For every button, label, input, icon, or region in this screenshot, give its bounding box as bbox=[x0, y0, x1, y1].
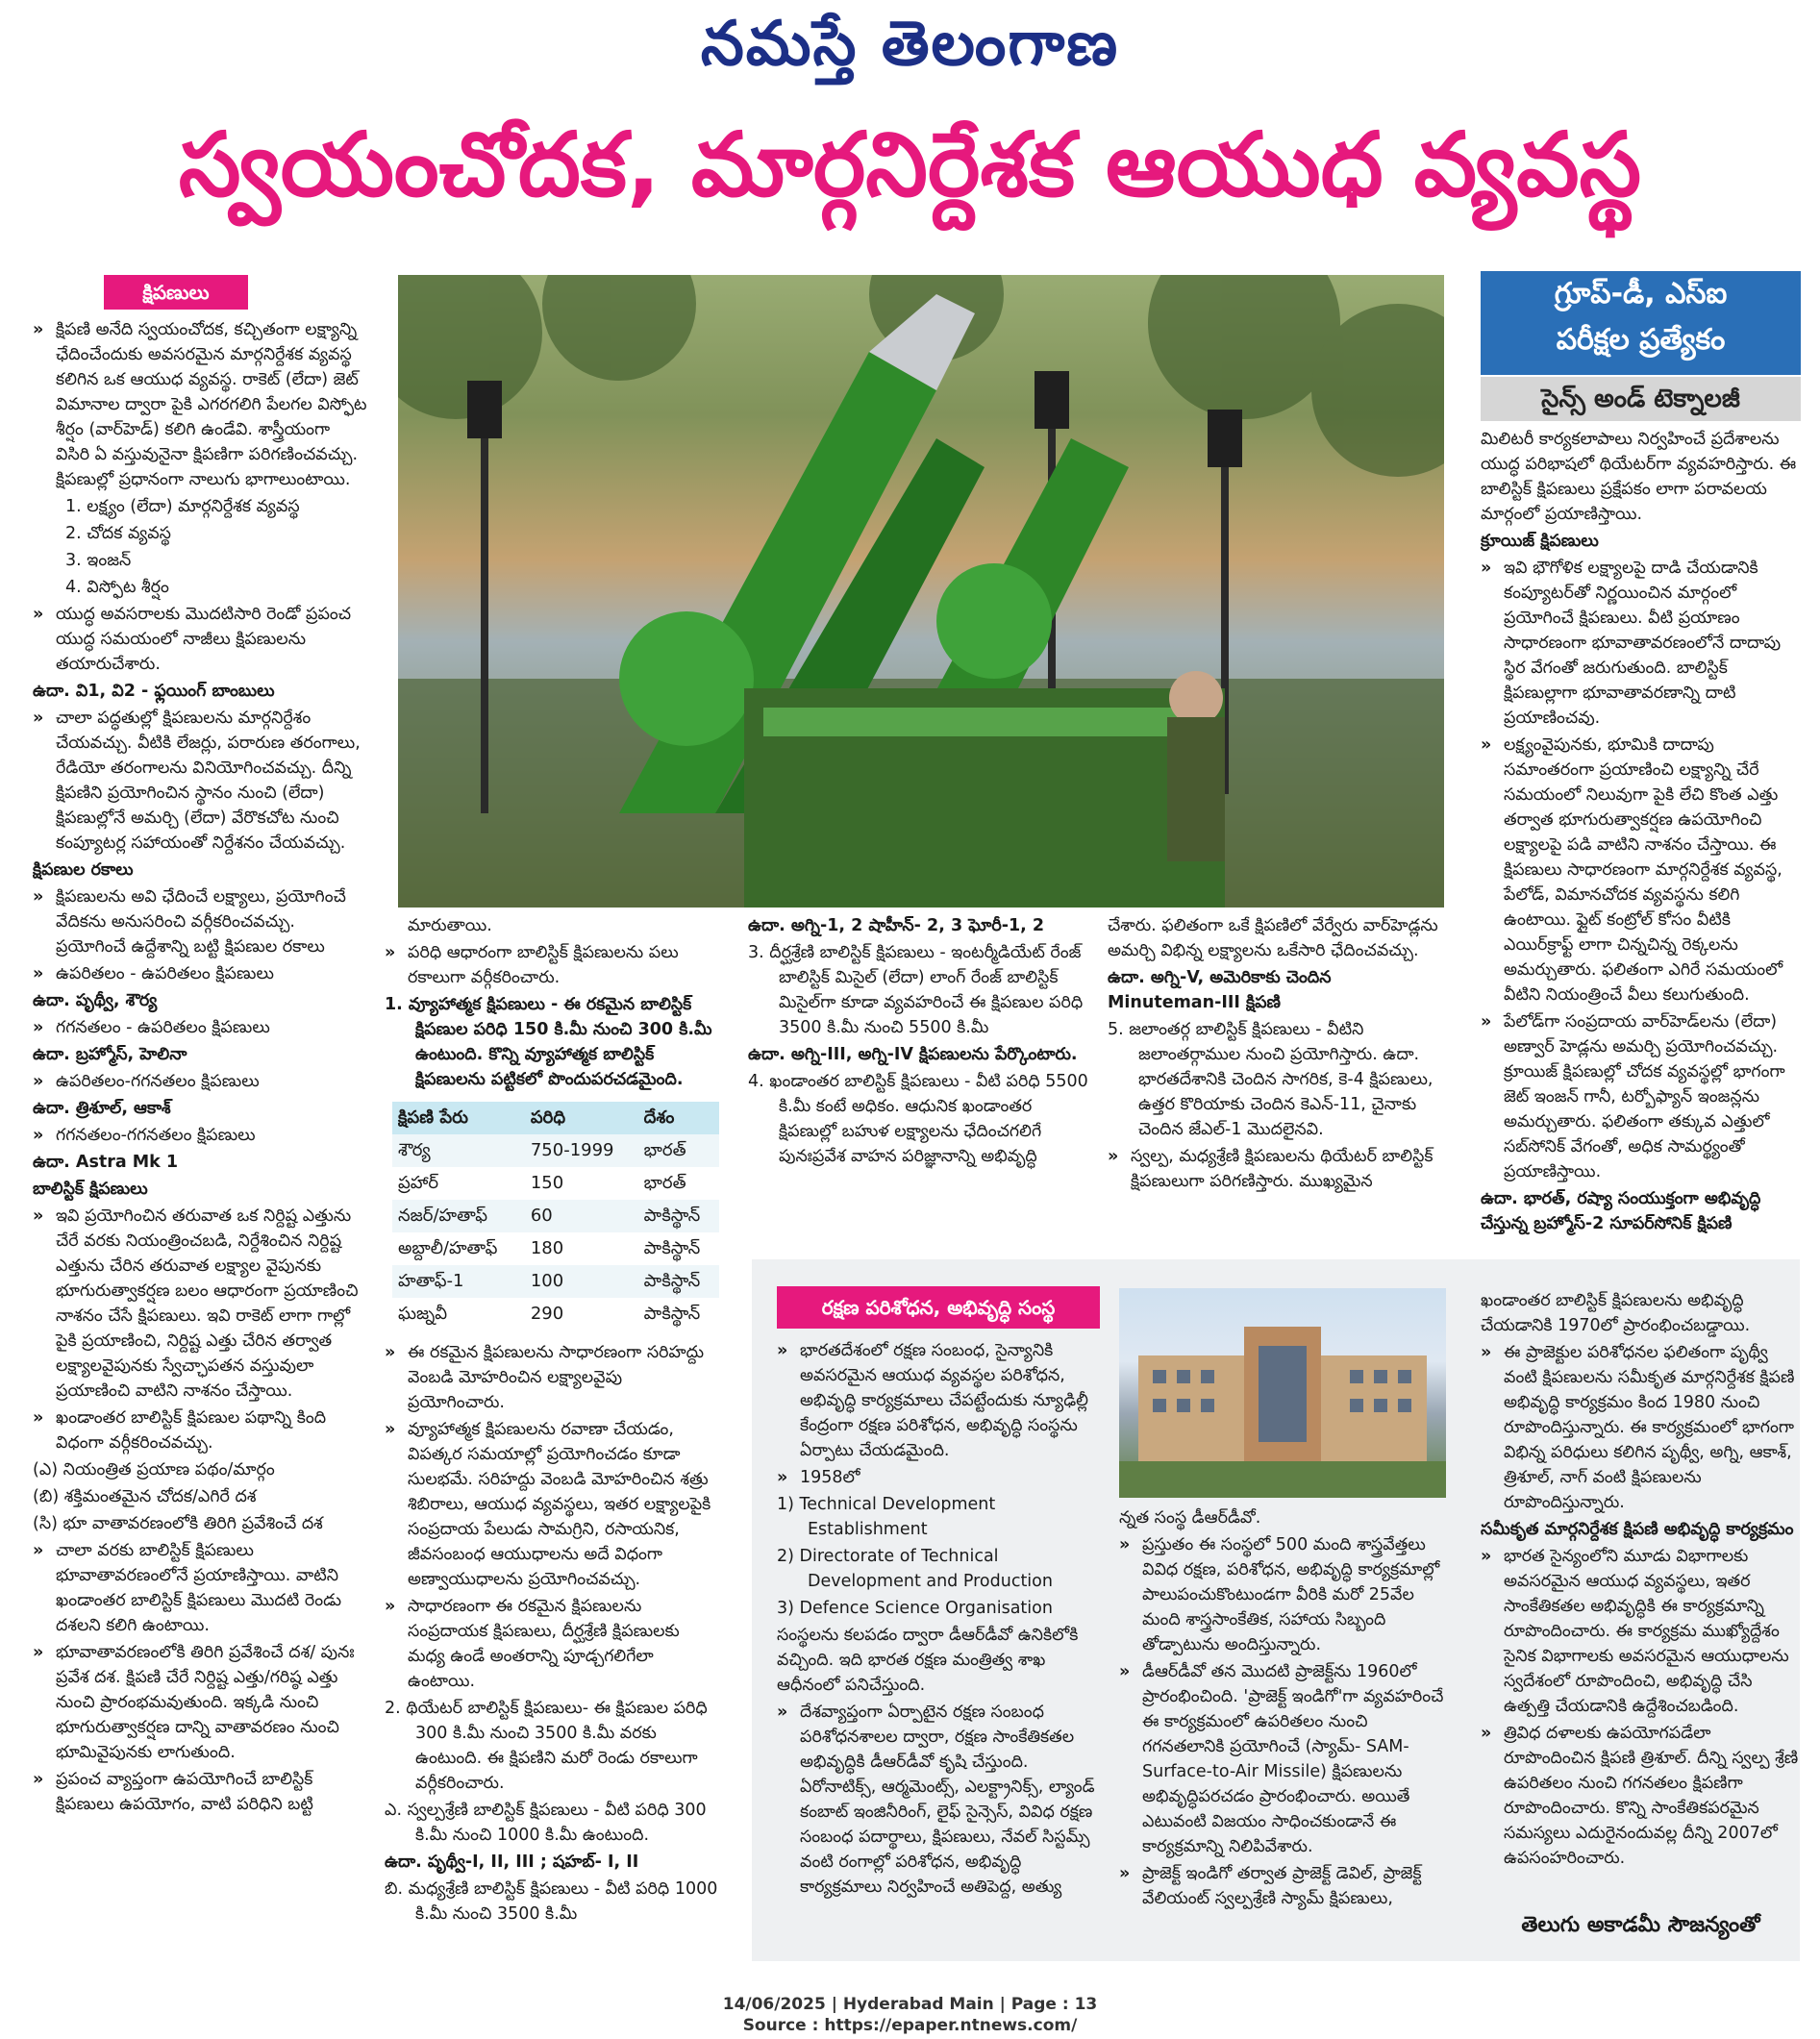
paragraph: » చాలా పద్ధతుల్లో క్షిపణులను మార్గనిర్దేశం చేయవచ్చు. వీటికి లేజర్లు, పరారుణ తరంగాలు, రేడియో తరంగాలను వినియోగించవచ్చు. దీన్ని క్షిపణిని ప్రయోగించిన స్థానం నుంచి (లేదా) క్షిపణుల్లోనే అమర్చి (లేదా) వేరొకచోట నుంచి కంప్యూటర్ల సహాయంతో నిర్దేశనం చేయవచ్చు. bbox=[33, 706, 367, 856]
sub-item: ఎ. స్వల్పశ్రేణి బాలిస్టిక్ క్షిపణులు - వీటి పరిధి 300 కి.మీ నుంచి 1000 కి.మీ ఉంటుంది. bbox=[385, 1801, 707, 1845]
example: ఉదా. భారత్, రష్యా సంయుక్తంగా అభివృద్ధి చేస్తున్న బ్రహ్మోస్-2 సూపర్‌సోనిక్ క్షిపణి bbox=[1481, 1189, 1761, 1233]
paragraph: మారుతాయి. bbox=[408, 916, 492, 935]
table-cell: పాకిస్థాన్ bbox=[643, 1304, 701, 1324]
subheading: క్షిపణుల రకాలు bbox=[33, 860, 134, 880]
drdo-title: రక్షణ పరిశోధన, అభివృద్ధి సంస్థ bbox=[777, 1286, 1100, 1329]
exam-special-banner bbox=[1481, 271, 1801, 375]
list-item: » ఉపరితలం - ఉపరితలం క్షిపణులు bbox=[33, 961, 367, 986]
example: ఉదా. Astra Mk 1 bbox=[33, 1153, 179, 1172]
footer-source: Source : https://epaper.ntnews.com/ bbox=[742, 2016, 1078, 2035]
section-title-missiles: క్షిపణులు bbox=[104, 275, 248, 310]
paragraph: » ప్రస్తుతం ఈ సంస్థలో 500 మంది శాస్త్రవేత్తలు వివిధ రక్షణ, పరిశోధన, అభివృద్ధి కార్యక్రమాల్లో పాలుపంచుకొంటుండగా వీరికి మరో 25వేల మంది శాస్త్రసాంకేతిక, సహాయ సిబ్బంది తోడ్పాటును అందిస్తున్నారు. bbox=[1119, 1532, 1446, 1657]
missile-launcher-illustration bbox=[398, 275, 1444, 908]
paragraph: » స్వల్ప, మధ్యశ్రేణి క్షిపణులను థియేటర్ బాలిస్టిక్ క్షిపణులుగా పరిగణిస్తారు. ముఖ్యమైన bbox=[1108, 1144, 1446, 1194]
column-1 bbox=[33, 317, 367, 1990]
column-3 bbox=[748, 913, 1094, 1250]
table-row bbox=[392, 1298, 719, 1330]
paragraph: » త్రివిధ దళాలకు ఉపయోగపడేలా రూపొందించిన క్షిపణి త్రిశూల్. దీన్ని స్వల్ప శ్రేణి ఉపరితలం నుంచి గగనతలం క్షిపణిగా రూపొందించారు. కొన్ని సాంకేతికపరమైన సమస్యలు ఎదురైనందువల్ల దీన్ని 2007లో ఉపసంహరించారు. bbox=[1481, 1721, 1801, 1871]
credit-line: తెలుగు అకాడమీ సౌజన్యంతో bbox=[1521, 1913, 1760, 1937]
numbered-item: 1. వ్యూహాత్మక క్షిపణులు - ఈ రకమైన బాలిస్టిక్ క్షిపణుల పరిధి 150 కి.మీ నుంచి 300 కి.మీ ఉంటుంది. కొన్ని వ్యూహాత్మక బాలిస్టిక్ క్షిపణులను పట్టికలో పొందుపరచడమైంది. bbox=[385, 995, 712, 1089]
subject-label: సైన్స్ అండ్ టెక్నాలజీ bbox=[1481, 377, 1801, 421]
footer-date-page: 14/06/2025 | Hyderabad Main | Page : 13 bbox=[722, 1995, 1098, 2014]
table-cell: 100 bbox=[525, 1265, 638, 1298]
example: ఉదా. అగ్ని-V, అమెరికాకు చెందిన Minuteman-III క్షిపణి bbox=[1108, 968, 1332, 1012]
numbered-item: 2. థియేటర్ బాలిస్టిక్ క్షిపణులు- ఈ క్షిపణుల పరిధి 300 కి.మీ నుంచి 3500 కి.మీ వరకు ఉంటుంది. ఈ క్షిపణిని మరో రెండు రకాలుగా వర్గీకరించారు. bbox=[385, 1699, 708, 1793]
subheading: సమీకృత మార్గనిర్దేశక క్షిపణి అభివృద్ధి కార్యక్రమం bbox=[1481, 1520, 1794, 1539]
org-item: 2) Directorate of Technical Development and Production bbox=[777, 1547, 1053, 1591]
table-cell: పాకిస్థాన్ bbox=[643, 1238, 701, 1258]
example: ఉదా. బ్రహ్మోస్, హెలినా bbox=[33, 1045, 187, 1064]
table-row bbox=[392, 1265, 719, 1298]
building-illustration bbox=[1119, 1288, 1446, 1498]
table-cell: 290 bbox=[530, 1304, 564, 1324]
table-header: క్షిపణి పేరు bbox=[392, 1102, 525, 1134]
paragraph: ఖండాంతర బాలిస్టిక్ క్షిపణులను అభివృద్ధి చేయడానికి 1970లో ప్రారంభించబడ్డాయి. bbox=[1481, 1291, 1751, 1335]
missile-launcher-photo bbox=[398, 275, 1444, 908]
table-cell: అబ్దాలీ/హతాఫ్ bbox=[398, 1238, 498, 1258]
drdo-column-2 bbox=[1119, 1505, 1446, 1957]
paragraph: » ఈ రకమైన క్షిపణులను సాధారణంగా సరిహద్దు వెంబడి మోహరించిన లక్ష్యాలవైపు ప్రయోగించారు. bbox=[385, 1340, 721, 1415]
paragraph: » భారత సైన్యంలోని మూడు విభాగాలకు అవసరమైన ఆయుధ వ్యవస్థలు, ఇతర సాంకేతికతల అభివృద్ధికి ఈ కార్యక్రమాన్ని రూపొందించారు. ఈ కార్యక్రమ ముఖ్యోద్దేశం సైనిక విభాగాలకు అవసరమైన ఆయుధాలను స్వదేశంలో రూపొందించి, అభివృద్ధి చేసి ఉత్పత్తి చేయడానికి ఉద్దేశించబడింది. bbox=[1481, 1544, 1801, 1719]
subheading: బాలిస్టిక్ క్షిపణులు bbox=[33, 1180, 148, 1199]
table-cell: 750-1999 bbox=[525, 1134, 638, 1167]
table-cell: భారత్ bbox=[638, 1134, 719, 1167]
paragraph: » దేశవ్యాప్తంగా ఏర్పాటైన రక్షణ సంబంధ పరిశోధనశాలల ద్వారా, రక్షణ సాంకేతికతల అభివృద్ధికి డీఆర్‌డీవో కృషి చేస్తుంది. ఏరోనాటిక్స్, ఆర్మమెంట్స్, ఎలక్ట్రానిక్స్, ల్యాండ్ కంబాట్ ఇంజినీరింగ్, లైఫ్ సైన్సెస్, వివిధ రక్షణ సంబంధ పదార్థాలు, క్షిపణులు, నేవల్ సిస్టమ్స్ వంటి రంగాల్లో పరిశోధన, అభివృద్ధి కార్యక్రమాలు నిర్వహించే అతిపెద్ద, అత్యు bbox=[777, 1700, 1100, 1900]
paragraph: » డీఆర్‌డీవో తన మొదటి ప్రాజెక్ట్‌ను 1960లో ప్రారంభించింది. 'ప్రాజెక్ట్ ఇండిగో'గా వ్యవహరించే ఈ కార్యక్రమంలో ఉపరితలం నుంచి గగనతలానికి ప్రయోగించే (స్యామ్- SAM- Surface-to-Air Missile) క్షిపణులను అభివృద్ధిపరచడం ప్రారంభించారు. అయితే ఎటువంటి విజయం సాధించకుండానే ఈ కార్యక్రమాన్ని నిలిపివేశారు. bbox=[1119, 1659, 1446, 1859]
sub-item: బి. మధ్యశ్రేణి బాలిస్టిక్ క్షిపణులు - వీటి పరిధి 1000 కి.మీ నుంచి 3500 కి.మీ bbox=[385, 1879, 718, 1924]
org-item: 1) Technical Development Establishment bbox=[777, 1495, 996, 1539]
parts-item: 4. విస్ఫోట శీర్షం bbox=[65, 578, 169, 597]
table-cell: 180 bbox=[530, 1238, 564, 1258]
paragraph: » యుద్ధ అవసరాలకు మొదటిసారి రెండో ప్రపంచ యుద్ధ సమయంలో నాజీలు క్షిపణులను తయారుచేశారు. bbox=[33, 602, 367, 677]
example: ఉదా. అగ్ని-III, అగ్ని-IV క్షిపణులను పేర్కొంటారు. bbox=[748, 1045, 1078, 1064]
banner-line-2: పరీక్షల ప్రత్యేకం bbox=[1556, 323, 1726, 357]
table-cell: భారత్ bbox=[643, 1173, 686, 1193]
table-header: పరిధి bbox=[525, 1102, 638, 1134]
paragraph: » ప్రపంచ వ్యాప్తంగా ఉపయోగించే బాలిస్టిక్ క్షిపణులు ఉపయోగం, వాటి పరిధిని బట్టి bbox=[33, 1767, 367, 1817]
paragraph: » వ్యూహాత్మక క్షిపణులను రవాణా చేయడం, విపత్కర సమయాల్లో ప్రయోగించడం కూడా సులభమే. సరిహద్దు వెంబడి మోహరించిన శత్రు శిబిరాలు, ఆయుధ వ్యవస్థలు, ఇతర లక్ష్యాలపైకి సంప్రదాయ పేలుడు సామగ్రిని, రసాయనిక, జీవసంబంధ ఆయుధాలను అదే విధంగా అణ్వాయుధాలను ప్రయోగించవచ్చు. bbox=[385, 1417, 721, 1592]
table-cell: హతాఫ్-1 bbox=[392, 1265, 525, 1298]
paragraph: చేశారు. ఫలితంగా ఒకే క్షిపణిలో వేర్వేరు వార్‌హెడ్లను అమర్చి విభిన్న లక్ష్యాలను ఒకేసారి ఛేదించవచ్చు. bbox=[1108, 916, 1438, 960]
table-cell: ఘజ్నవీ bbox=[398, 1304, 448, 1324]
phase-item: (ఎ) నియంత్రిత ప్రయాణ పథం/మార్గం bbox=[33, 1460, 275, 1480]
example: ఉదా. త్రిశూల్, ఆకాశ్ bbox=[33, 1099, 171, 1118]
banner-line-1: గ్రూప్-డీ, ఎస్‌ఐ bbox=[1554, 277, 1728, 311]
headline: స్వయంచోదక, మార్గనిర్దేశక ఆయుధ వ్యవస్థ bbox=[178, 113, 1642, 216]
table-cell: 150 bbox=[530, 1173, 564, 1193]
paragraph: న్నత సంస్థ డీఆర్‌డీవో. bbox=[1119, 1508, 1261, 1528]
example: ఉదా. పృథ్వీ, శౌర్య bbox=[33, 991, 158, 1010]
paragraph: » క్షిపణులను అవి ఛేదించే లక్ష్యాలు, ప్రయోగించే వేదికను అనుసరించి వర్గీకరించవచ్చు. ప్రయోగించే ఉద్దేశాన్ని బట్టి క్షిపణుల రకాలు bbox=[33, 884, 367, 959]
paragraph: » క్షిపణి అనేది స్వయంచోదక, కచ్చితంగా లక్ష్యాన్ని ఛేదించేందుకు అవసరమైన మార్గనిర్దేశక వ్యవస్థ కలిగిన ఒక ఆయుధ వ్యవస్థ. రాకెట్ (లేదా) జెట్ విమానాల ద్వారా పైకి ఎగరగలిగి పేలగల విస్ఫోట శీర్షం (వార్‌హెడ్) కలిగి ఉండేవి. శాస్త్రీయంగా విసిరి ఏ వస్తువునైనా క్షిపణిగా పరిగణించవచ్చు. క్షిపణుల్లో ప్రధానంగా నాలుగు భాగాలుంటాయి. bbox=[33, 317, 367, 492]
paragraph: » పేలోడ్‌గా సంప్రదాయ వార్‌హెడ్‌లను (లేదా) అణ్వార్ హెడ్లను అమర్చి ప్రయోగించవచ్చు. క్రూయిజ్ క్షిపణుల్లో చోదక వ్యవస్థల్లో భాగంగా జెట్ ఇంజన్ గానీ, టర్బోఫ్యాన్ ఇంజన్లను అమర్చుతారు. ఫలితంగా తక్కువ ఎత్తులో సబ్‌సోనిక్ వేగంతో, అధిక సామర్థ్యంతో ప్రయాణిస్తాయి. bbox=[1481, 1009, 1801, 1184]
list-item: » గగనతలం - ఉపరితలం క్షిపణులు bbox=[33, 1015, 367, 1040]
paragraph: » పరిధి ఆధారంగా బాలిస్టిక్ క్షిపణులను పలు రకాలుగా వర్గీకరించారు. bbox=[385, 940, 721, 990]
table-header-row bbox=[392, 1102, 719, 1134]
table-cell: నజర్/హతాఫ్ bbox=[392, 1200, 525, 1232]
paragraph: » ఇవి భౌగోళిక లక్ష్యాలపై దాడి చేయడానికి కంప్యూటర్‌తో నిర్ణయించిన మార్గంలో ప్రయోగించే క్షిపణులు. వీటి ప్రయాణం సాధారణంగా భూవాతావరణంలోనే దాదాపు స్థిర వేగంతో జరుగుతుంది. బాలిస్టిక్ క్షిపణుల్లాగా భూవాతావరణాన్ని దాటి ప్రయాణించవు. bbox=[1481, 556, 1801, 731]
masthead: నమస్తే తెలంగాణ bbox=[700, 8, 1120, 80]
subheading: క్రూయిజ్ క్షిపణులు bbox=[1481, 532, 1599, 551]
parts-item: 2. చోదక వ్యవస్థ bbox=[65, 524, 171, 543]
paragraph: » చాలా వరకు బాలిస్టిక్ క్షిపణులు భూవాతావరణంలోనే ప్రయాణిస్తాయి. వాటిని ఖండాంతర బాలిస్టిక్ క్షిపణులు మొదటి రెండు దశలని కలిగి ఉంటాయి. bbox=[33, 1538, 367, 1638]
paragraph: సంస్థలను కలపడం ద్వారా డీఆర్‌డీవో ఉనికిలోకి వచ్చింది. ఇది భారత రక్షణ మంత్రిత్వ శాఖ ఆధీనంలో పనిచేస్తుంది. bbox=[777, 1626, 1079, 1695]
table-row bbox=[392, 1167, 719, 1200]
drdo-column-1 bbox=[777, 1338, 1100, 1953]
parts-item: 3. ఇంజన్ bbox=[65, 551, 132, 570]
table-cell: ప్రహార్ bbox=[398, 1173, 439, 1193]
phase-item: (సి) భూ వాతావరణంలోకి తిరిగి ప్రవేశించే దశ bbox=[33, 1514, 323, 1533]
table-row bbox=[392, 1232, 719, 1265]
org-item: 3) Defence Science Organisation bbox=[777, 1599, 1053, 1618]
numbered-item: 3. దీర్ఘశ్రేణి బాలిస్టిక్ క్షిపణులు - ఇంటర్మీడియేట్ రేంజ్ బాలిస్టిక్ మిసైల్ (లేదా) లాంగ్ రేంజ్ బాలిస్టిక్ మిసైల్‌గా కూడా వ్యవహరించే ఈ క్షిపణుల పరిధి 3500 కి.మీ నుంచి 5500 కి.మీ bbox=[748, 943, 1084, 1037]
footer bbox=[0, 1994, 1820, 2036]
table-cell: పాకిస్థాన్ bbox=[638, 1265, 719, 1298]
paragraph: » 1958లో bbox=[777, 1465, 1100, 1490]
missile-table bbox=[392, 1102, 719, 1330]
column-right bbox=[1481, 427, 1801, 1254]
table-header: దేశం bbox=[638, 1102, 719, 1134]
table-cell: 60 bbox=[525, 1200, 638, 1232]
paragraph: » ఈ ప్రాజెక్టుల పరిశోధనల ఫలితంగా పృథ్వీ వంటి క్షిపణులను సమీకృత మార్గనిర్దేశక క్షిపణి అభివృద్ధి కార్యక్రమం కింద 1980 నుంచి రూపొందిస్తున్నారు. ఈ కార్యక్రమంలో భాగంగా విభిన్న పరిధులు కలిగిన పృథ్వీ, అగ్ని, ఆకాశ్, త్రిశూల్, నాగ్ వంటి క్షిపణులను రూపొందిస్తున్నారు. bbox=[1481, 1340, 1801, 1515]
parts-item: 1. లక్ష్యం (లేదా) మార్గనిర్దేశక వ్యవస్థ bbox=[65, 497, 300, 516]
paragraph: మిలిటరీ కార్యకలాపాలు నిర్వహించే ప్రదేశాలను యుద్ధ పరిభాషలో థియేటర్‌గా వ్యవహరిస్తారు. ఈ బాలిస్టిక్ క్షిపణులు ప్రక్షేపకం లాగా పరావలయ మార్గంలో ప్రయాణిస్తాయి. bbox=[1481, 430, 1797, 524]
paragraph: » భారతదేశంలో రక్షణ సంబంధ, సైన్యానికి అవసరమైన ఆయుధ వ్యవస్థల పరిశోధన, అభివృద్ధి కార్యక్రమాలు చేపట్టేందుకు న్యూఢిల్లీ కేంద్రంగా రక్షణ పరిశోధన, అభివృద్ధి సంస్థను ఏర్పాటు చేయడమైంది. bbox=[777, 1338, 1100, 1463]
table-row bbox=[392, 1200, 719, 1232]
table-cell: పాకిస్థాన్ bbox=[638, 1200, 719, 1232]
paragraph: » ఖండాంతర బాలిస్టిక్ క్షిపణుల పథాన్ని కింది విధంగా వర్గీకరించవచ్చు. bbox=[33, 1405, 367, 1455]
list-item: » గగనతలం-గగనతలం క్షిపణులు bbox=[33, 1123, 367, 1148]
paragraph: » ప్రాజెక్ట్ ఇండిగో తర్వాత ప్రాజెక్ట్ డెవిల్, ప్రాజెక్ట్ వేలియంట్ స్వల్పశ్రేణి స్యామ్ క్షిపణులు, bbox=[1119, 1861, 1446, 1911]
numbered-item: 4. ఖండాంతర బాలిస్టిక్ క్షిపణులు - వీటి పరిధి 5500 కి.మీ కంటే అధికం. ఆధునిక ఖండాంతర క్షిపణుల్లో బహుళ లక్ష్యాలను ఛేదించగలిగే పునఃప్రవేశ వాహన పరిజ్ఞానాన్ని అభివృద్ధి bbox=[748, 1072, 1088, 1166]
column-4 bbox=[1108, 913, 1446, 1250]
example: ఉదా. పృథ్వీ-I, II, III ; షహబ్- I, II bbox=[385, 1853, 639, 1872]
column-2 bbox=[385, 913, 721, 1990]
example: ఉదా. వి1, వి2 - ఫ్లయింగ్ బాంబులు bbox=[33, 682, 275, 701]
numbered-item: 5. జలాంతర్గ బాలిస్టిక్ క్షిపణులు - వీటిని జలాంతర్గాముల నుంచి ప్రయోగిస్తారు. ఉదా. భారతదేశానికి చెందిన సాగరిక, కె-4 క్షిపణులు, ఉత్తర కొరియాకు చెందిన కెఎన్-11, చైనాకు చెందిన జేఎల్-1 మొదలైనవి. bbox=[1108, 1020, 1434, 1139]
paragraph: » లక్ష్యంవైపునకు, భూమికి దాదాపు సమాంతరంగా ప్రయాణించి లక్ష్యాన్ని చేరే సమయంలో నిలువుగా పైకి లేచి కొంత ఎత్తు తర్వాత భూగురుత్వాకర్షణ ఉపయోగించి లక్ష్యాలపై పడి వాటిని నాశనం చేస్తాయి. ఈ క్షిపణులు సాధారణంగా మార్గనిర్దేశక వ్యవస్థ, పేలోడ్, విమానచోదక వ్యవస్థను కలిగి ఉంటాయి. ఫ్లైట్ కంట్రోల్ కోసం వీటికి ఎయిర్‌క్రాఫ్ట్ లాగా చిన్నచిన్న రెక్కలను అమర్చుతారు. ఫలితంగా ఎగిరే సమయంలో వీటిని నియంత్రించే వీలు కలుగుతుంది. bbox=[1481, 733, 1801, 1007]
paragraph: » భూవాతావరణంలోకి తిరిగి ప్రవేశించే దశ/ పునః ప్రవేశ దశ. క్షిపణి చేరే నిర్దిష్ట ఎత్తు/గరిష్ఠ ఎత్తు నుంచి ప్రారంభమవుతుంది. ఇక్కడి నుంచి భూగురుత్వాకర్షణ దాన్ని వాతావరణం నుంచి భూమివైపునకు లాగుతుంది. bbox=[33, 1640, 367, 1765]
table-cell: శౌర్య bbox=[392, 1134, 525, 1167]
phase-item: (బి) శక్తిమంతమైన చోదక/ఎగిరే దశ bbox=[33, 1487, 257, 1506]
list-item: » ఉపరితలం-గగనతలం క్షిపణులు bbox=[33, 1069, 367, 1094]
drdo-column-3 bbox=[1481, 1288, 1801, 1903]
drdo-building-photo bbox=[1119, 1288, 1446, 1498]
paragraph: » సాధారణంగా ఈ రకమైన క్షిపణులను సంప్రదాయక క్షిపణులు, దీర్ఘశ్రేణి క్షిపణులకు మధ్య ఉండే అంతరాన్ని పూడ్చగలిగేలా ఉంటాయి. bbox=[385, 1594, 721, 1694]
table-row bbox=[392, 1134, 719, 1167]
paragraph: » ఇవి ప్రయోగించిన తరువాత ఒక నిర్దిష్ట ఎత్తును చేరే వరకు నియంత్రించబడి, నిర్దేశించిన నిర్దిష్ట ఎత్తును చేరిన తరువాత లక్ష్యాల వైపునకు భూగురుత్వాకర్షణ బలం ఆధారంగా ప్రయాణించి నాశనం చేసే క్షిపణులు. ఇవి రాకెట్ లాగా గాల్లో పైకి ప్రయాణించి, నిర్దిష్ట ఎత్తు చేరిన తర్వాత లక్ష్యాలవైపునకు స్వేచ్ఛాపతన వస్తువులా ప్రయాణించి వాటిని నాశనం చేస్తాయి. bbox=[33, 1204, 367, 1404]
example: ఉదా. అగ్ని-1, 2 షాహీన్- 2, 3 ఘోరీ-1, 2 bbox=[748, 916, 1045, 935]
